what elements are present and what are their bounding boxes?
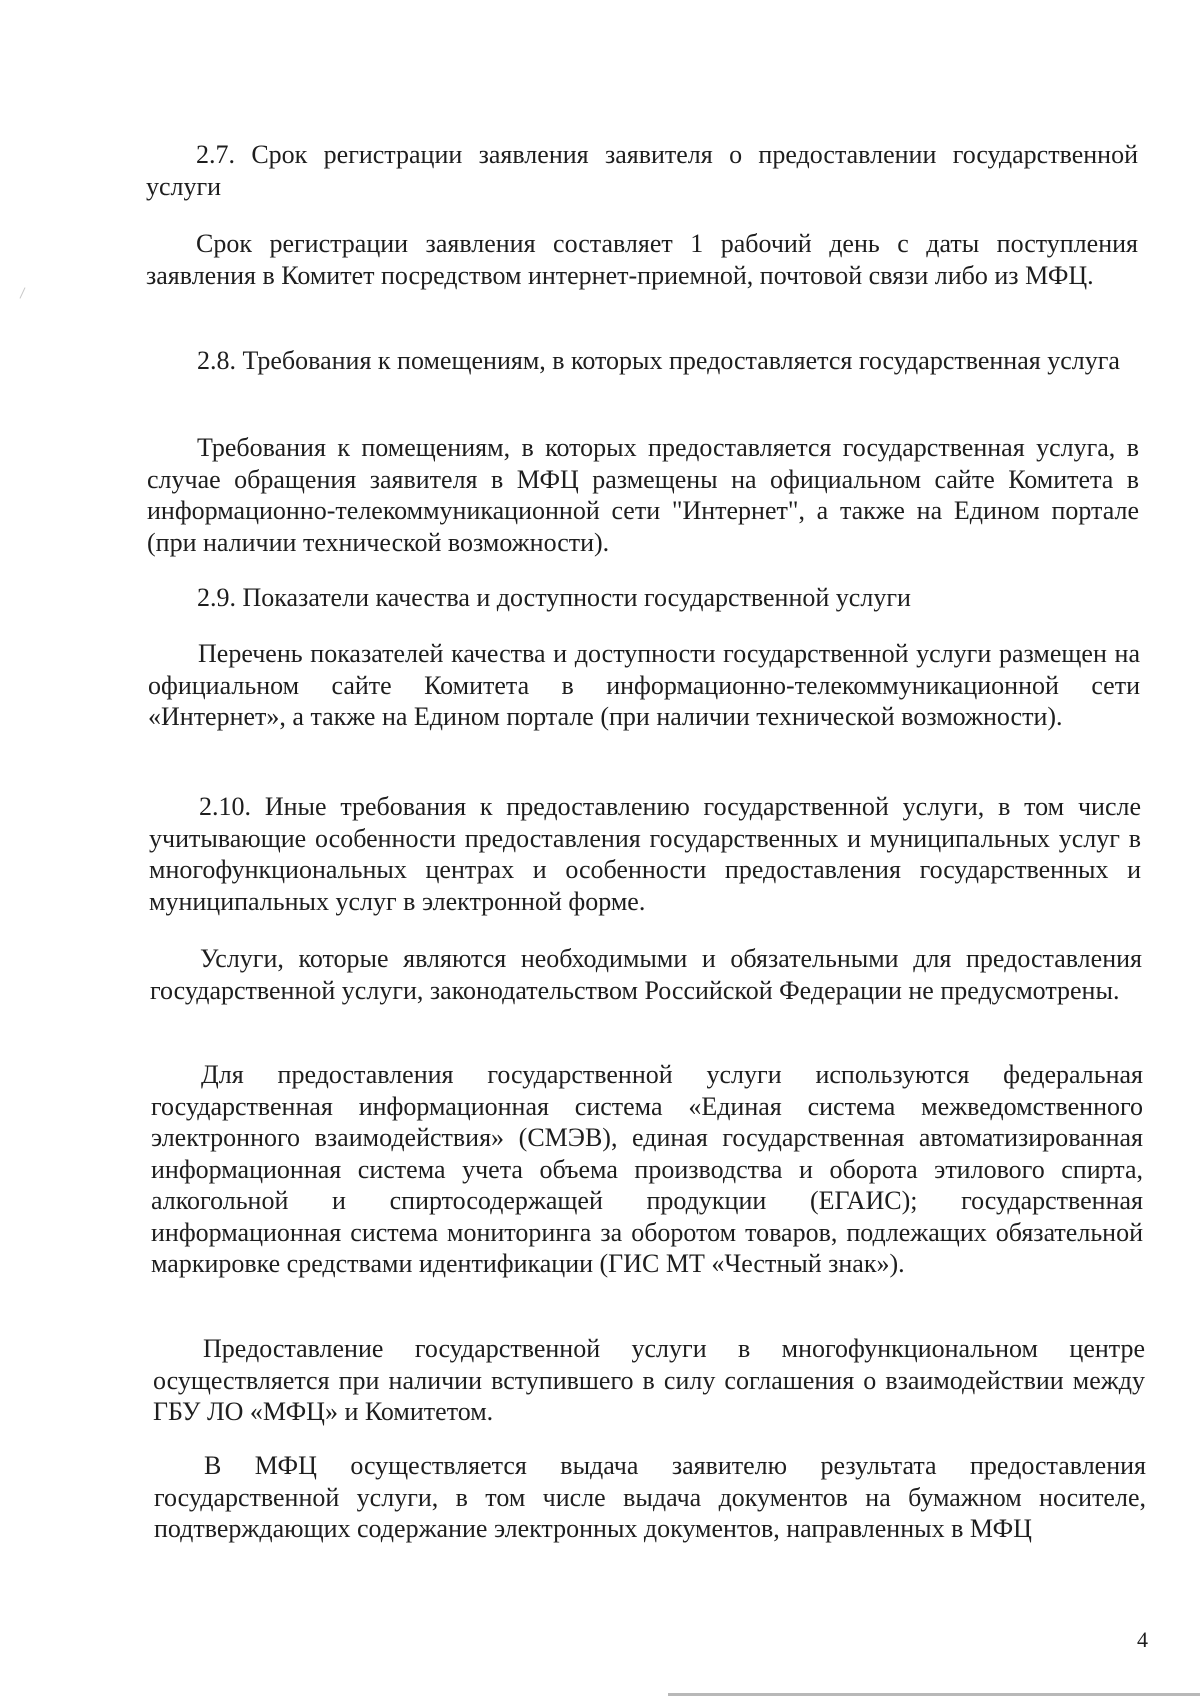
paragraph-registration-term: Срок регистрации заявления составляет 1 рабочий день с даты поступления заявления в Комитет посредством интернет-приемной, почтовой связи либо из МФЦ. [146, 229, 1138, 290]
section-heading-2-10: 2.10. Иные требования к предоставлению государственной услуги, в том числе учитывающие особенности предоставления государственных и муниципальных услуг в многофункциональных центрах и особенности предоставления государственных и муниципальных услуг в электронной форме. [149, 792, 1141, 916]
paragraph-information-systems: Для предоставления государственной услуги используются федеральная государственная информационная система «Единая система межведомственного электронного взаимодействия» (СМЭВ), единая государственная автоматизированная информационная система учета объема производства и оборота этилового спирта, алкогольной и спиртосодержащей продукции (ЕГАИС); государственная информационная система мониторинга за оборотом товаров, подлежащих обязательной маркировке средствами идентификации (ГИС МТ «Честный знак»). [151, 1060, 1143, 1278]
paragraph-required-services: Услуги, которые являются необходимыми и обязательными для предоставления государственной услуги, законодательством Российской Федерации не предусмотрены. [150, 944, 1142, 1005]
paragraph-premises-requirements: Требования к помещениям, в которых предоставляется государственная услуга, в случае обращения заявителя в МФЦ размещены на официальном сайте Комитета в информационно-телекоммуникационной сети "Интернет", а также на Едином портале (при наличии технической возможности). [147, 433, 1139, 557]
scan-artifact [20, 287, 26, 298]
paragraph-quality-indicators: Перечень показателей качества и доступности государственной услуги размещен на официальном сайте Комитета в информационно-телекоммуникационной сети «Интернет», а также на Едином портале (при наличии технической возможности). [148, 639, 1140, 731]
scan-edge-line [668, 1693, 1200, 1696]
section-heading-2-9: 2.9. Показатели качества и доступности государственной услуги [197, 583, 911, 612]
page-number: 4 [1137, 1627, 1148, 1652]
paragraph-mfc-issuance: В МФЦ осуществляется выдача заявителю результата предоставления государственной услуги, в том числе выдача документов на бумажном носителе, подтверждающих содержание электронных документов, направленных в МФЦ [154, 1451, 1146, 1543]
section-heading-2-7: 2.7. Срок регистрации заявления заявителя о предоставлении государственной услуги [146, 140, 1138, 201]
section-heading-2-8: 2.8. Требования к помещениям, в которых предоставляется государственная услуга [197, 346, 1120, 375]
paragraph-mfc-provision: Предоставление государственной услуги в многофункциональном центре осуществляется при наличии вступившего в силу соглашения о взаимодействии между ГБУ ЛО «МФЦ» и Комитетом. [153, 1334, 1145, 1426]
